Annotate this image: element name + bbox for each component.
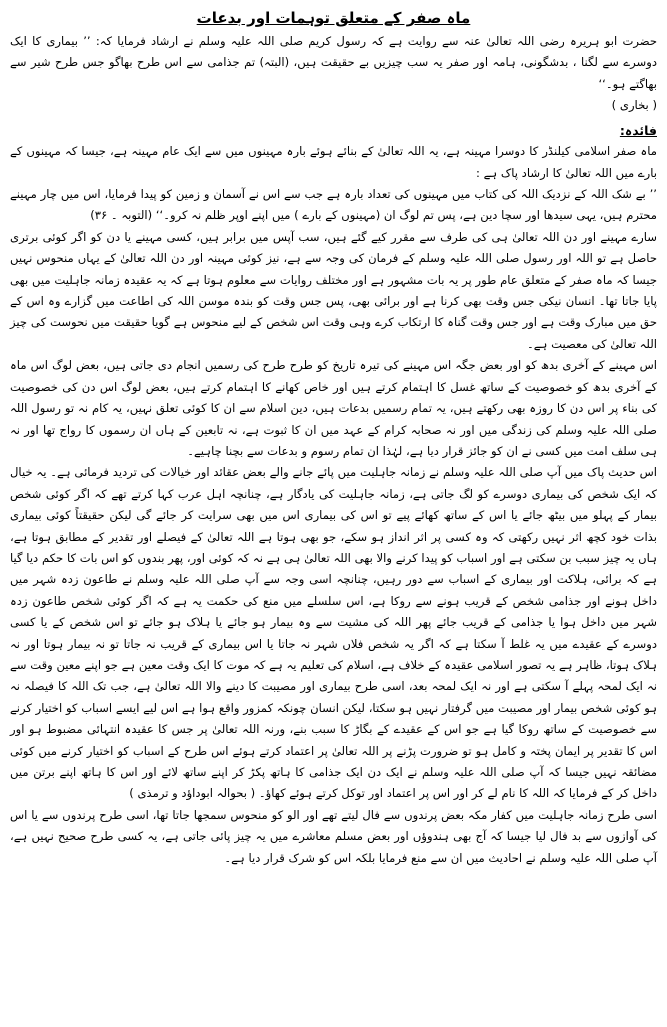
paragraph-omens: اسی طرح زمانہ جاہلیت میں کفار مکہ بعض پرندوں سے فال لیتے تھے اور الو کو منحوس سمجھا جاتا تھا، اسی طرح پرندوں سے یا اس کی آوازوں سے بد فال لیا جیسا کہ آج بھی ہندوؤں اور بعض مسلم معاشرے میں یہ چیز پائی جاتی ہے، یہ کسی طرح صحیح نہیں ہے، آپ صلی اللہ علیہ وسلم نے احادیث میں ان سے منع فرمایا بلکہ اس کو شرک قرار دیا ہے۔ [10, 807, 657, 865]
hadith-reference: ( بخاری ) [611, 98, 657, 113]
page-title: ماہ صفر کے متعلق توہمات اور بدعات [196, 9, 471, 27]
faida-heading: فائدہ: [619, 123, 657, 139]
paragraph-contagion: اس حدیث پاک میں آپ صلی اللہ علیہ وسلم نے زمانہ جاہلیت میں پائے جانے والے بعض عقائد اور خیالات کی تردید فرمائی ہے۔ یہ خیال کہ ایک شخص کی بیماری دوسرے کو لگ جاتی ہے، زمانہ جاہلیت کی یادگار ہے، چنانچہ اہل عرب کہا کرتے تھے کہ اگر کوئی شخص بیمار کے پہلو میں بیٹھ جائے یا اس کے ساتھ کھائے پیے تو اس کی بیماری اس میں بھی سرایت کر جائے گی لیکن حقیقتاً کوئی بیماری بذات خود کچھ اثر نہیں رکھتی کہ وہ کسی پر اثر انداز ہو سکے، جو بھی ہوتا ہے اللہ تعالیٰ کے فیصلے اور تقدیر کے مطابق ہوتا ہے، ہاں یہ چیز سبب بن سکتی ہے اور اسباب کو پیدا کرنے والا بھی اللہ تعالیٰ ہی ہے نہ کہ کوئی اور، پھر بندوں کو اس بات کا حکم دیا گیا ہے کہ برائی، ہلاکت اور بیماری کے اسباب سے دور رہیں، چنانچہ اسی وجہ سے آپ صلی اللہ علیہ وسلم نے طاعون زدہ شہر میں داخل ہونے اور جذامی شخص کے قریب ہونے سے روکا ہے، اس سلسلے میں منع کی حکمت یہ ہے کہ اگر کوئی شخص طاعون زدہ شہر میں داخل ہوا یا جذامی کے قریب جائے پھر اللہ کی مشیت سے وہ بیمار ہو جائے یا ہلاک ہو جائے تو اس شخص کے یا کسی دوسرے کے عقیدے میں یہ غلط آ سکتا ہے کہ اگر یہ شخص فلاں شہر نہ جاتا یا اس بیماری کے قریب نہ جاتا تو نہ بیمار ہوتا اور نہ ہلاک ہوتا، ظاہر ہے یہ تصور اسلامی عقیدہ کے خلاف ہے، اسلام کی تعلیم یہ ہے کہ موت کا ایک وقت معین ہے جو اپنے معین وقت سے نہ ایک لمحہ پہلے آ سکتی ہے اور نہ ایک لمحہ بعد، اسی طرح بیماری اور مصیبت کا دینے والا اللہ تعالیٰ ہے، جب تک اللہ کا فیصلہ نہ ہو کوئی شخص بیمار اور مصیبت میں گرفتار نہیں ہو سکتا، لیکن انسان چونکہ کمزور واقع ہوا ہے اس لیے ایسے اسباب کو اختیار کرنے سے خصوصیت کے ساتھ روکا گیا ہے جو اس کے عقیدے کے بگاڑ کا سبب بنے، ورنہ اللہ تعالیٰ پر جس کا عقیدہ انتہائی مضبوط ہو اور اس کا تقدیر پر ایمان پختہ و کامل ہو تو ضرورت پڑنے پر اللہ تعالیٰ پر اعتماد کرتے ہوئے اس طرح کے اسباب کو اختیار کرنے میں کوئی مضائقہ نہیں جیسا کہ آپ صلی اللہ علیہ وسلم نے ایک دن ایک جذامی کا ہاتھ پکڑ کر اپنے ساتھ لائے اور اس کا ہاتھ اپنے برتن میں داخل کر کے فرمایا کہ اللہ کا نام لے کر اور اس پر اعتماد اور توکل کرتے ہوئے کھاؤ۔ ( بحوالہ ابوداؤد و ترمذی ) [10, 465, 657, 801]
quran-quote: ’’ بے شک اللہ کے نزدیک اللہ کی کتاب میں مہینوں کی تعداد بارہ ہے جب سے اس نے آسمان و زمین کو پیدا فرمایا، اس میں چار مہینے محترم ہیں، یہی سیدھا اور سچا دین ہے، پس تم لوگ ان (مہینوں کے بارے ) میں اپنے اوپر ظلم نہ کرو۔‘‘ (التوبہ ۔ ۳۶) [10, 187, 657, 223]
paragraph-rituals: اس مہینے کے آخری بدھ کو اور بعض جگہ اس مہینے کی تیرہ تاریخ کو طرح طرح کی رسمیں انجام دی جاتی ہیں، بعض لوگ اس ماہ کے آخری بدھ کو خصوصیت کے ساتھ غسل کا اہتمام کرتے ہیں اور خاص کھانے کا اہتمام کرتے ہیں، بعض لوگ اس دن کی خصوصیت کی بناء پر اس دن کا روزہ بھی رکھتے ہیں، یہ تمام رسمیں بدعات ہیں، دین اسلام سے ان کا کوئی تعلق نہیں، یہ کام نہ تو رسول اللہ صلی اللہ علیہ وسلم کی زندگی میں اور نہ صحابہ کرام کے عہد میں ان کا ثبوت ہے، نہ تابعین کے ہاں ان رسموں کا رواج تھا اور نہ ہی سلف امت میں کسی نے ان کو جائز قرار دیا ہے، لہٰذا ان تمام رسوم و بدعات سے بچنا چاہیے۔ [10, 358, 657, 458]
paragraph-intro: ماہ صفر اسلامی کیلنڈر کا دوسرا مہینہ ہے، یہ اللہ تعالیٰ کے بنائے ہوئے بارہ مہینوں میں سے ایک عام مہینہ ہے، جیسا کہ مہینوں کے بارے میں اللہ تعالیٰ کا ارشاد پاک ہے : [10, 144, 657, 180]
hadith-text: حضرت ابو ہریرہ رضی اللہ تعالیٰ عنہ سے روایت ہے کہ رسول کریم صلی اللہ علیہ وسلم نے ارشاد فرمایا کہ: ’’ بیماری کا ایک دوسرے سے لگنا ، بدشگونی، ہامہ اور صفر یہ سب چیزیں بے حقیقت ہیں، (البتہ) تم جذامی سے اس طرح بھاگو جس طرح شیر سے بھاگتے ہو۔‘‘ [10, 34, 657, 91]
paragraph-months: سارے مہینے اور دن اللہ تعالیٰ ہی کی طرف سے مقرر کیے گئے ہیں، سب آپس میں برابر ہیں، کسی مہینے یا دن کو اگر کوئی برتری حاصل ہے تو اللہ اور رسول صلی اللہ علیہ وسلم کے فرمان کی وجہ سے ہے، نیز کوئی مہینہ اور دن اللہ تعالیٰ کے یہاں منحوس نہیں جیسا کہ ماہ صفر کے متعلق عام طور پر یہ بات مشہور ہے اور مختلف روایات سے معلوم ہوتا ہے کہ یہ عقیدہ زمانہ جاہلیت میں بھی پایا جاتا تھا۔ انسان نیکی جس وقت بھی کرنا ہے اور برائی بھی، پس جس وقت کو بندہ موسن اللہ کی اطاعت میں گزارے وہ اس کے حق میں مبارک وقت ہے اور جس وقت گناہ کا ارتکاب کرے وہی وقت اس شخص کے لیے منحوس ہے گویا حقیقت میں نحوست کی چیز اللہ تعالیٰ کی معصیت ہے۔ [10, 229, 657, 351]
